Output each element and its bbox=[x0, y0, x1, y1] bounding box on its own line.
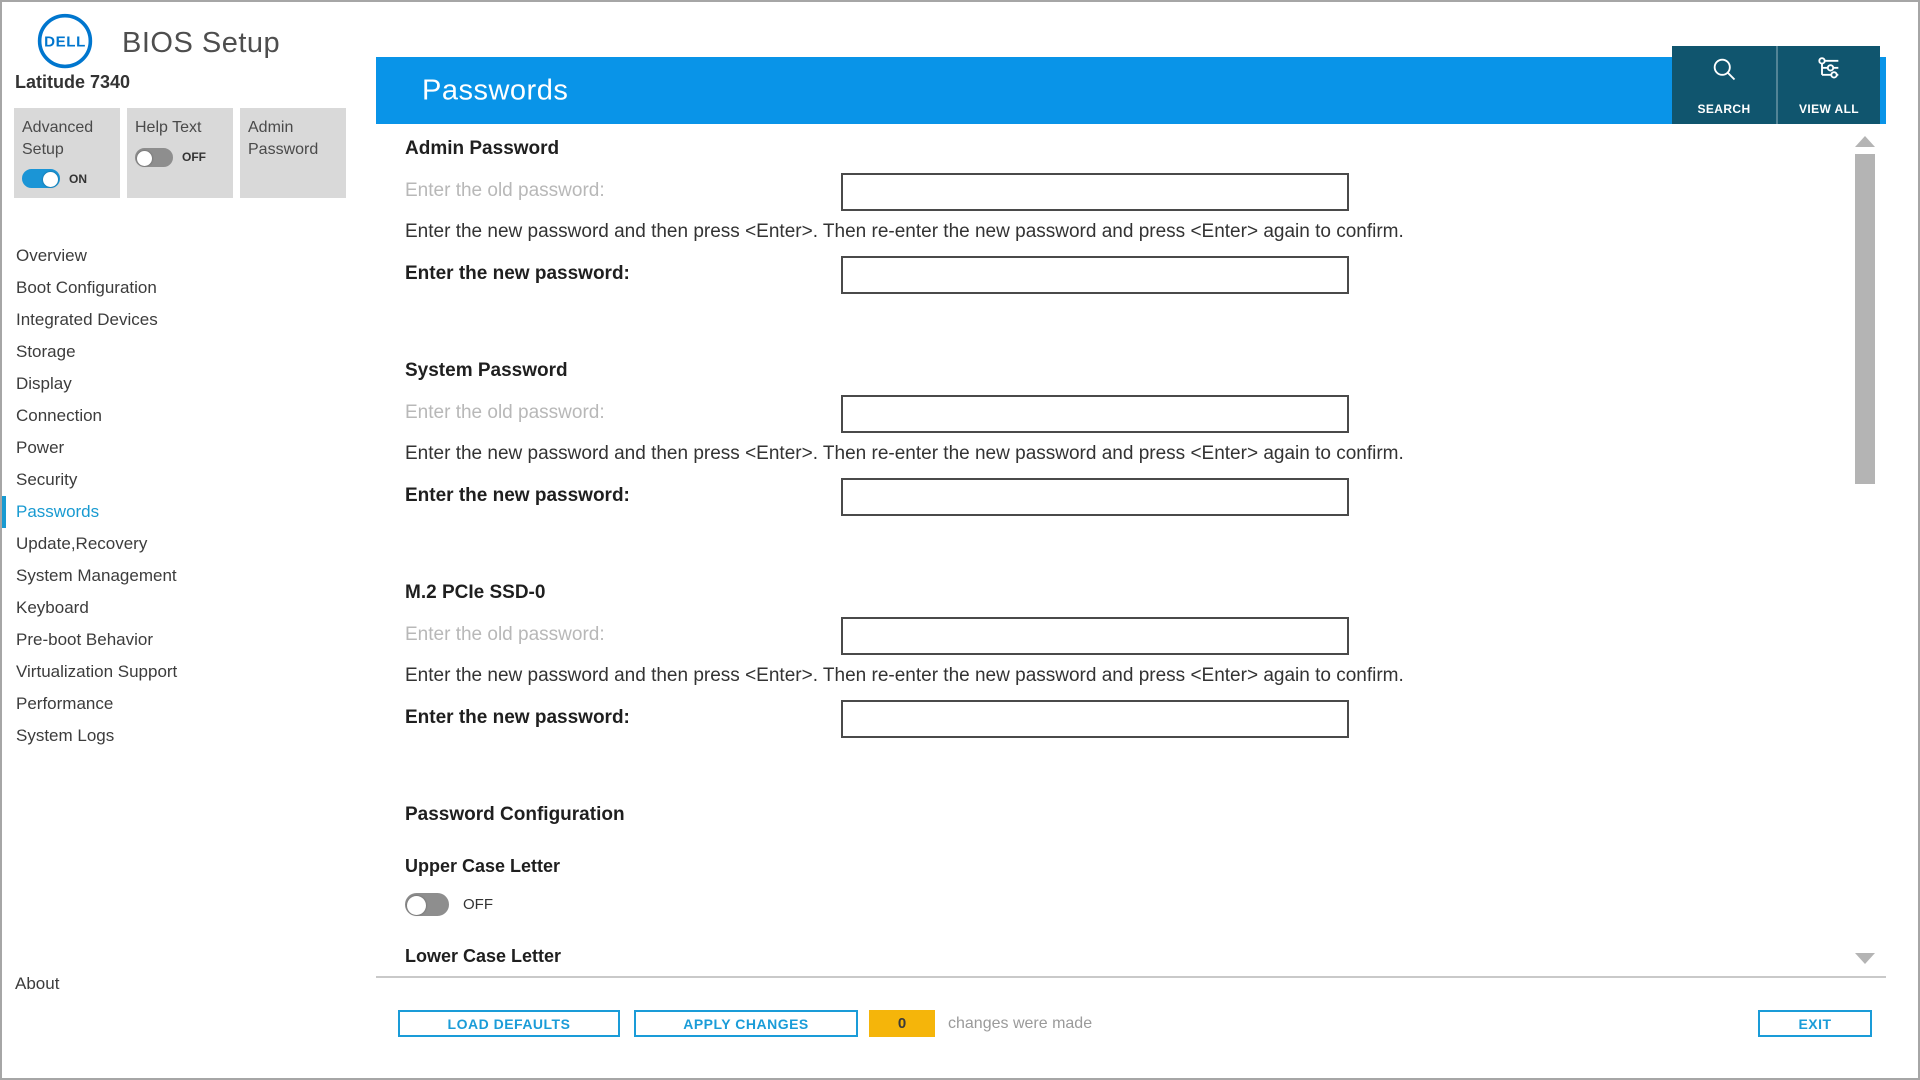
advanced-setup-state: ON bbox=[69, 171, 87, 186]
toggle-knob bbox=[43, 172, 58, 187]
system-password-section bbox=[405, 346, 1826, 516]
system-new-password-input[interactable] bbox=[841, 478, 1349, 516]
ssd-old-password-input[interactable] bbox=[841, 617, 1349, 655]
admin-old-password-input[interactable] bbox=[841, 173, 1349, 211]
old-password-label: Enter the old password: bbox=[405, 402, 605, 423]
sidebar-item-overview[interactable]: Overview bbox=[16, 246, 87, 265]
help-text-toggle[interactable] bbox=[135, 148, 173, 167]
sidebar-item-integrated-devices[interactable]: Integrated Devices bbox=[16, 310, 158, 329]
sidebar-item-security[interactable]: Security bbox=[16, 470, 78, 489]
settings-content bbox=[376, 124, 1886, 976]
help-text-label: Help Text bbox=[135, 119, 202, 136]
toggle-knob bbox=[137, 151, 152, 166]
sidebar-item-virtualization-support[interactable]: Virtualization Support bbox=[16, 662, 178, 681]
sidebar-item-system-logs[interactable]: System Logs bbox=[16, 726, 115, 745]
app-title: BIOS Setup bbox=[122, 27, 281, 59]
scroll-up-arrow-icon[interactable] bbox=[1855, 136, 1875, 147]
load-defaults-button[interactable]: LOAD DEFAULTS bbox=[398, 1010, 620, 1037]
advanced-setup-label: Advanced Setup bbox=[22, 119, 94, 158]
view-all-tree-icon bbox=[1815, 55, 1843, 88]
upper-case-letter-label: Upper Case Letter bbox=[405, 856, 561, 876]
password-instruction: Enter the new password and then press <Enter>. Then re-enter the new password and press <Enter> again to confirm. bbox=[405, 443, 1404, 464]
sidebar-item-boot-configuration[interactable]: Boot Configuration bbox=[16, 278, 157, 297]
scrollbar-thumb[interactable] bbox=[1855, 154, 1875, 484]
sidebar bbox=[2, 2, 376, 1078]
admin-new-password-input[interactable] bbox=[841, 256, 1349, 294]
view-all-button[interactable] bbox=[1776, 46, 1880, 124]
old-password-label: Enter the old password: bbox=[405, 624, 605, 645]
sidebar-item-passwords[interactable]: Passwords bbox=[2, 496, 376, 528]
section-heading: M.2 PCIe SSD-0 bbox=[405, 582, 546, 603]
quick-settings bbox=[14, 108, 346, 198]
section-heading: System Password bbox=[405, 360, 568, 381]
footer-bar bbox=[376, 976, 1886, 1078]
header-actions bbox=[1672, 46, 1880, 124]
sidebar-item-storage[interactable]: Storage bbox=[16, 342, 76, 361]
section-heading: Password Configuration bbox=[405, 804, 625, 825]
new-password-label: Enter the new password: bbox=[405, 707, 630, 728]
new-password-label: Enter the new password: bbox=[405, 263, 630, 284]
admin-password-tile-label: Admin Password bbox=[248, 119, 319, 158]
help-text-state: OFF bbox=[182, 150, 206, 165]
lower-case-letter-label: Lower Case Letter bbox=[405, 946, 562, 966]
admin-password-section bbox=[405, 124, 1826, 294]
admin-password-tile[interactable] bbox=[240, 108, 346, 198]
old-password-label: Enter the old password: bbox=[405, 180, 605, 201]
toggle-knob bbox=[407, 896, 426, 915]
upper-case-letter-toggle[interactable] bbox=[405, 893, 449, 916]
ssd-password-section bbox=[405, 568, 1826, 738]
sidebar-item-pre-boot-behavior[interactable]: Pre-boot Behavior bbox=[16, 630, 154, 649]
help-text-tile[interactable] bbox=[127, 108, 233, 198]
sidebar-item-update-recovery[interactable]: Update,Recovery bbox=[16, 534, 148, 553]
sidebar-item-system-management[interactable]: System Management bbox=[16, 566, 177, 585]
main-panel bbox=[376, 2, 1886, 1078]
changes-made-text: changes were made bbox=[948, 1014, 1093, 1032]
brand-header bbox=[36, 12, 280, 75]
page-header bbox=[376, 57, 1886, 124]
dell-logo-icon bbox=[36, 12, 94, 75]
sidebar-item-display[interactable]: Display bbox=[16, 374, 72, 393]
sidebar-item-keyboard[interactable]: Keyboard bbox=[16, 598, 89, 617]
view-all-button-label: VIEW ALL bbox=[1798, 102, 1860, 116]
search-icon bbox=[1710, 55, 1738, 88]
ssd-new-password-input[interactable] bbox=[841, 700, 1349, 738]
search-button-label: SEARCH bbox=[1697, 102, 1751, 116]
sidebar-nav bbox=[2, 240, 376, 752]
content-scrollbar bbox=[1852, 124, 1878, 976]
advanced-setup-tile[interactable] bbox=[14, 108, 120, 198]
sidebar-item-connection[interactable]: Connection bbox=[16, 406, 103, 425]
search-button[interactable] bbox=[1672, 46, 1776, 124]
apply-changes-button[interactable]: APPLY CHANGES bbox=[634, 1010, 858, 1037]
changes-count-badge: 0 bbox=[869, 1010, 935, 1037]
advanced-setup-toggle[interactable] bbox=[22, 169, 60, 188]
model-name: Latitude 7340 bbox=[15, 72, 131, 92]
scroll-down-arrow-icon[interactable] bbox=[1855, 953, 1875, 964]
about-link[interactable]: About bbox=[15, 974, 60, 993]
password-instruction: Enter the new password and then press <Enter>. Then re-enter the new password and press <Enter> again to confirm. bbox=[405, 665, 1404, 686]
page-title: Passwords bbox=[422, 74, 569, 106]
new-password-label: Enter the new password: bbox=[405, 485, 630, 506]
svg-text:DELL: DELL bbox=[44, 33, 86, 51]
exit-button[interactable]: EXIT bbox=[1758, 1010, 1872, 1037]
password-instruction: Enter the new password and then press <Enter>. Then re-enter the new password and press <Enter> again to confirm. bbox=[405, 221, 1404, 242]
section-heading: Admin Password bbox=[405, 138, 560, 159]
sidebar-item-performance[interactable]: Performance bbox=[16, 694, 114, 713]
upper-case-letter-state: OFF bbox=[463, 896, 493, 913]
sidebar-item-power[interactable]: Power bbox=[16, 438, 65, 457]
system-old-password-input[interactable] bbox=[841, 395, 1349, 433]
password-configuration-section bbox=[405, 790, 1826, 1006]
